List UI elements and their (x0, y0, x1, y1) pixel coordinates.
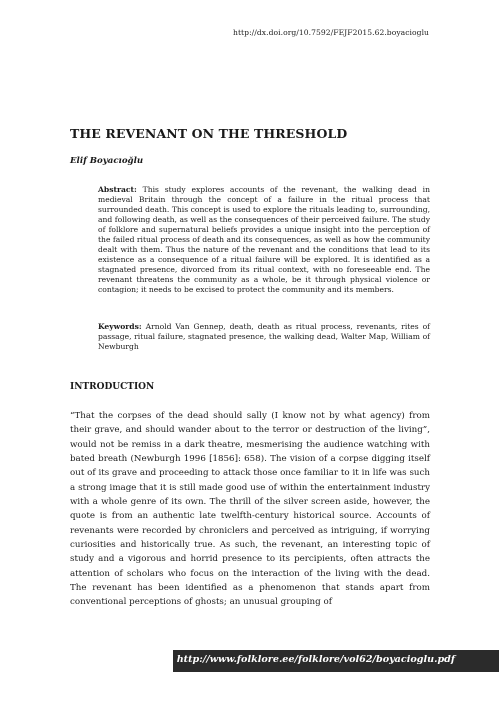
doi-link[interactable]: http://dx.doi.org/10.7592/FEJF2015.62.boyacioglu (233, 28, 429, 37)
article-title: THE REVENANT ON THE THRESHOLD (70, 126, 348, 141)
footer-url-link[interactable]: http://www.folklore.ee/folklore/vol62/boyacioglu.pdf (176, 654, 455, 665)
abstract (98, 185, 430, 296)
footer-bar (173, 650, 499, 672)
keywords-text: Arnold Van Gennep, death, death as ritual process, revenants, rites of passage, ritual failure, stagnated presence, the walking dead, Walter Map, William of Newburgh (98, 322, 430, 352)
body-paragraph: “That the corpses of the dead should sally (I know not by what agency) from their grave, and should wander about to the terror or destruction of the living”, would not be remiss in a dark theatre, mesmerising the audience watching with bated breath (Newburgh 1996 [1856]: 658). The vision of a corpse digging itself out of its grave and proceeding to attack those once familiar to it in life was such a strong image that it is still made good use of within the entertainment industry with a whole genre of its own. The thrill of the silver screen aside, however, the quote is from an authentic late twelfth-century historical source. Accounts of revenants were recorded by chroniclers and perceived as intriguing, if worrying curiosities and historically true. As such, the revenant, an interesting topic of study and a vigorous and horrid presence to its percipients, often attracts the attention of scholars who focus on the interaction of the living with the dead. The revenant has been identified as a phenomenon that stands apart from conventional perceptions of ghosts; an unusual grouping of (70, 411, 430, 608)
keywords-label: Keywords: (98, 322, 142, 331)
keywords (98, 322, 430, 352)
abstract-label: Abstract: (98, 185, 137, 194)
abstract-text: This study explores accounts of the revenant, the walking dead in medieval Britain through the concept of a failure in the ritual process that surrounded death. This concept is used to explore the rituals leading to, surrounding, and following death, as well as the consequences of their perceived failure. The study of folklore and supernatural beliefs provides a unique insight into the perception of the failed ritual process of death and its consequences, as well as how the community dealt with them. Thus the nature of the revenant and the conditions that lead to its existence as a consequence of a ritual failure will be explored. It is identified as a stagnated presence, divorced from its ritual context, with no foreseeable end. The revenant threatens the community as a whole, be it through physical violence or contagion; it needs to be excised to protect the community and its members. (98, 185, 430, 295)
author-name: Elif Boyacıoğlu (70, 156, 144, 166)
section-heading: INTRODUCTION (70, 382, 155, 392)
